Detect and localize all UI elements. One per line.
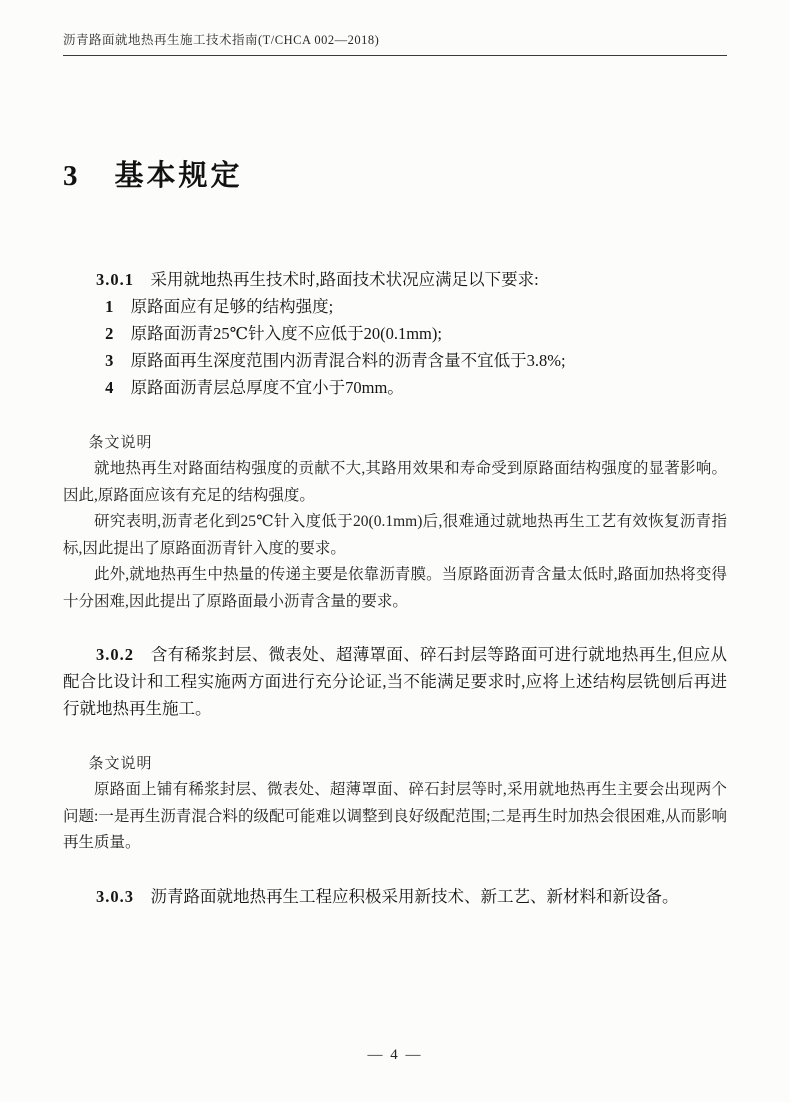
- clause-3-0-3: [63, 883, 727, 910]
- section-title-text: 基本规定: [114, 160, 243, 192]
- clause-3-0-1-label: 3.0.1: [96, 270, 134, 289]
- item-number: 2: [105, 324, 114, 343]
- item-text: 原路面再生深度范围内沥青混合料的沥青含量不宜低于3.8%;: [130, 351, 566, 370]
- list-item: [63, 293, 727, 320]
- page-header: [63, 30, 727, 56]
- page-footer: [0, 1047, 790, 1064]
- list-item: [63, 320, 727, 347]
- clause-3-0-1: [63, 266, 727, 293]
- note-paragraph: 研究表明,沥青老化到25℃针入度低于20(0.1mm)后,很难通过就地热再生工艺有效恢复沥青指标,因此提出了原路面沥青针入度的要求。: [63, 513, 727, 557]
- list-item: [63, 347, 727, 374]
- clause-3-0-2-label: 3.0.2: [96, 645, 134, 664]
- clause-3-0-3-text: 沥青路面就地热再生工程应积极采用新技术、新工艺、新材料和新设备。: [150, 886, 679, 906]
- section-title: [63, 153, 727, 194]
- item-number: 1: [105, 297, 114, 316]
- item-text: 原路面沥青层总厚度不宜小于70mm。: [130, 378, 404, 397]
- list-item: [63, 374, 727, 401]
- page-body: [63, 266, 727, 910]
- note-paragraph: 就地热再生对路面结构强度的贡献不大,其路用效果和寿命受到原路面结构强度的显著影响。因此,原路面应该有充足的结构强度。: [63, 460, 727, 504]
- page-number: — 4 —: [367, 1047, 423, 1063]
- clause-3-0-2: [63, 641, 727, 722]
- clause-3-0-2-text: 含有稀浆封层、微表处、超薄罩面、碎石封层等路面可进行就地热再生,但应从配合比设计和工程实施两方面进行充分论证,当不能满足要求时,应将上述结构层铣刨后再进行就地热再生施工。: [63, 645, 727, 718]
- clause-3-0-3-label: 3.0.3: [96, 886, 134, 906]
- item-text: 原路面沥青25℃针入度不应低于20(0.1mm);: [130, 324, 442, 343]
- note-paragraph: 此外,就地热再生中热量的传递主要是依靠沥青膜。当原路面沥青含量太低时,路面加热将变得十分困难,因此提出了原路面最小沥青含量的要求。: [63, 566, 727, 610]
- running-title: 沥青路面就地热再生施工技术指南(T/CHCA 002—2018): [63, 33, 380, 47]
- item-text: 原路面应有足够的结构强度;: [130, 297, 334, 316]
- item-number: 3: [105, 351, 114, 370]
- section-number: 3: [63, 160, 81, 192]
- notes-heading: 条文说明: [88, 435, 153, 451]
- item-number: 4: [105, 378, 114, 397]
- clause-3-0-1-text: 采用就地热再生技术时,路面技术状况应满足以下要求:: [150, 270, 539, 289]
- notes-heading: 条文说明: [88, 756, 153, 772]
- clause-3-0-1-items: [63, 293, 727, 401]
- note-paragraph: 原路面上铺有稀浆封层、微表处、超薄罩面、碎石封层等时,采用就地热再生主要会出现两个问题:一是再生沥青混合料的级配可能难以调整到良好级配范围;二是再生时加热会很困难,从而影响再生质量。: [63, 781, 727, 851]
